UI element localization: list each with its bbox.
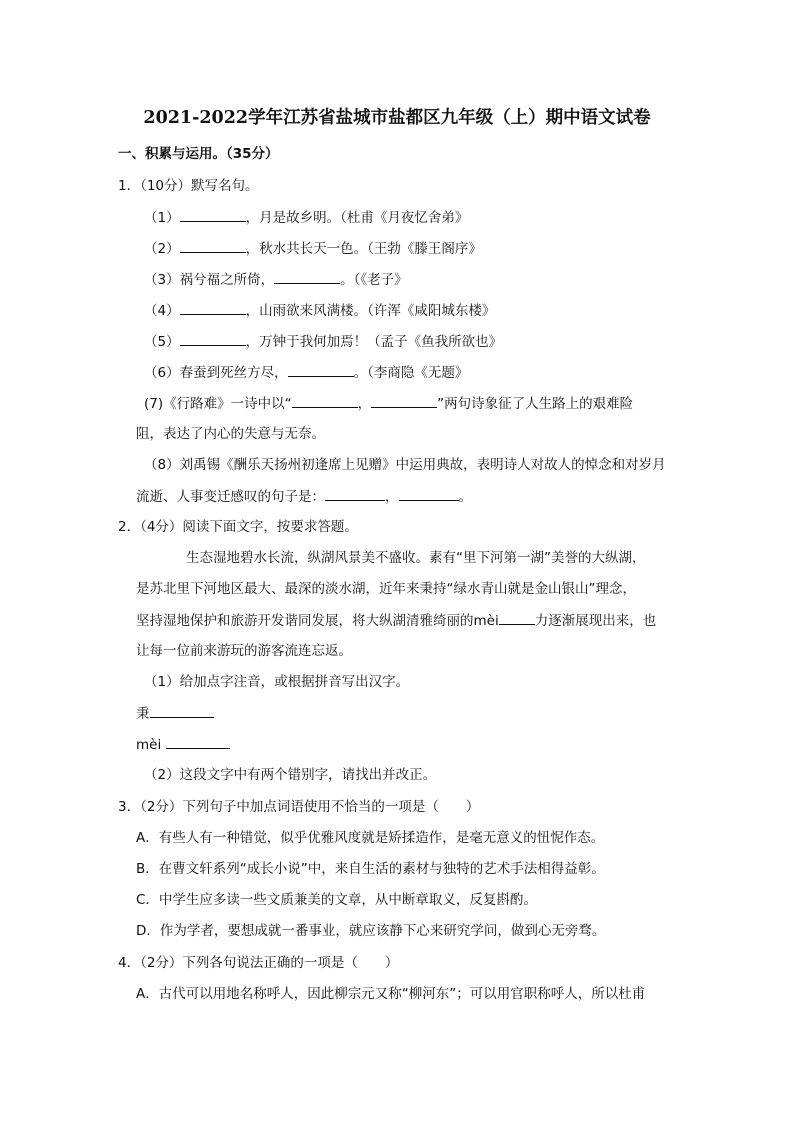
answer-blank[interactable]	[288, 362, 354, 377]
q1-item-8: （8）刘禹锡《酬乐天扬州初逢席上见赠》中运用典故，表明诗人对故人的悼念和对岁月	[144, 457, 666, 473]
answer-blank[interactable]	[399, 486, 459, 501]
question-4-stem: 4．（2分）下列各句说法正确的一项是（ ）	[118, 955, 399, 971]
passage-text: 坚持湿地保护和旅游开发谐同发展，将大纵湖清雅绮丽的mèi	[136, 613, 499, 629]
answer-blank[interactable]	[499, 610, 535, 625]
answer-blank[interactable]	[150, 703, 214, 718]
q2-answer-bing	[136, 703, 214, 724]
q2-answer-mei	[136, 734, 230, 755]
item-text: ，山雨欲来风满楼。（许浑《咸阳城东楼》	[245, 303, 496, 319]
q1-item-2	[144, 238, 482, 259]
item-text: 。（《老子》	[340, 272, 408, 288]
passage-line: 让每一位前来游玩的游客流连忘返。	[136, 643, 352, 659]
item-text: ，万钟于我何加焉！（孟子《鱼我所欲也》	[245, 334, 503, 350]
answer-blank[interactable]	[180, 331, 246, 346]
item-text: （3）祸兮福之所倚，	[144, 272, 275, 288]
option-d: D．作为学者，要想成就一番事业，就应该静下心来研究学问，做到心无旁骛。	[136, 923, 606, 939]
passage-line	[136, 610, 656, 631]
answer-blank[interactable]	[325, 486, 385, 501]
item-text: ，月是故乡明。（杜甫《月夜忆舍弟》	[245, 210, 469, 226]
option-a: A．有些人有一种错觉，似乎优雅风度就是矫揉造作，是毫无意义的忸怩作态。	[136, 830, 605, 846]
q1-item-1	[144, 207, 468, 228]
item-number: （2）	[144, 241, 180, 257]
item-number: （1）	[144, 210, 180, 226]
answer-blank[interactable]	[166, 734, 230, 749]
q1-item-8-continued	[136, 486, 472, 507]
answer-blank[interactable]	[371, 393, 437, 408]
exam-title: 2021-2022学年江苏省盐城市盐都区九年级（上）期中语文试卷	[143, 108, 651, 128]
q1-item-6	[144, 362, 468, 383]
item-text: ，	[385, 489, 399, 505]
q2-subquestion-1: （1）给加点字注音，或根据拼音写出汉字。	[144, 674, 410, 690]
answer-blank[interactable]	[274, 269, 340, 284]
item-text: 。	[458, 489, 472, 505]
answer-blank[interactable]	[180, 238, 246, 253]
item-text: (7)《行路难》一诗中以“	[144, 396, 292, 412]
q1-item-7-continued: 阻，表达了内心的失意与无奈。	[136, 426, 325, 442]
q1-item-3	[144, 269, 408, 290]
question-3-stem: 3．（2分）下列句子中加点词语使用不恰当的一项是（ ）	[118, 799, 480, 815]
section-heading: 一、积累与运用。（35分）	[118, 146, 279, 162]
option-b: B．在曹文轩系列“成长小说”中，来自生活的素材与独特的艺术手法相得益彰。	[136, 861, 605, 877]
question-2-stem: 2．（4分）阅读下面文字，按要求答题。	[118, 519, 358, 535]
item-text: ，秋水共长天一色。（王勃《滕王阁序》	[245, 241, 482, 257]
question-1-stem: 1．（10分）默写名句。	[118, 178, 259, 194]
passage-line: 生态湿地碧水长流，纵湖风景美不盛收。素有“里下河第一湖”美誉的大纵湖，	[186, 550, 646, 566]
q1-item-7	[144, 393, 633, 414]
passage-line: 是苏北里下河地区最大、最深的淡水湖，近年来秉持“绿水青山就是金山银山”理念，	[136, 581, 636, 597]
item-number: （5）	[144, 334, 180, 350]
q1-item-4	[144, 300, 495, 321]
q2-subquestion-2: （2）这段文字中有两个错别字，请找出并改正。	[144, 767, 437, 783]
option-c: C．中学生应多读一些文质兼美的文章，从中断章取义，反复斟酌。	[136, 892, 537, 908]
q1-item-5	[144, 331, 502, 352]
pinyin-label: mèi	[136, 737, 162, 753]
item-number: （4）	[144, 303, 180, 319]
item-text: ，	[357, 396, 372, 412]
answer-blank[interactable]	[180, 207, 246, 222]
item-text: （6）春蚕到死丝方尽，	[144, 365, 288, 381]
item-text: ”两句诗象征了人生路上的艰难险	[437, 396, 634, 412]
item-text: 。（李商隐《无题》	[353, 365, 469, 381]
item-text: 流逝、人事变迁感叹的句子是：	[136, 489, 325, 505]
character-label: 秉	[136, 706, 150, 722]
answer-blank[interactable]	[180, 300, 246, 315]
answer-blank[interactable]	[292, 393, 358, 408]
passage-text: 力逐渐展现出来，也	[534, 613, 657, 629]
option-a: A．古代可以用地名称呼人，因此柳宗元又称“柳河东”；可以用官职称呼人，所以杜甫	[136, 986, 646, 1002]
